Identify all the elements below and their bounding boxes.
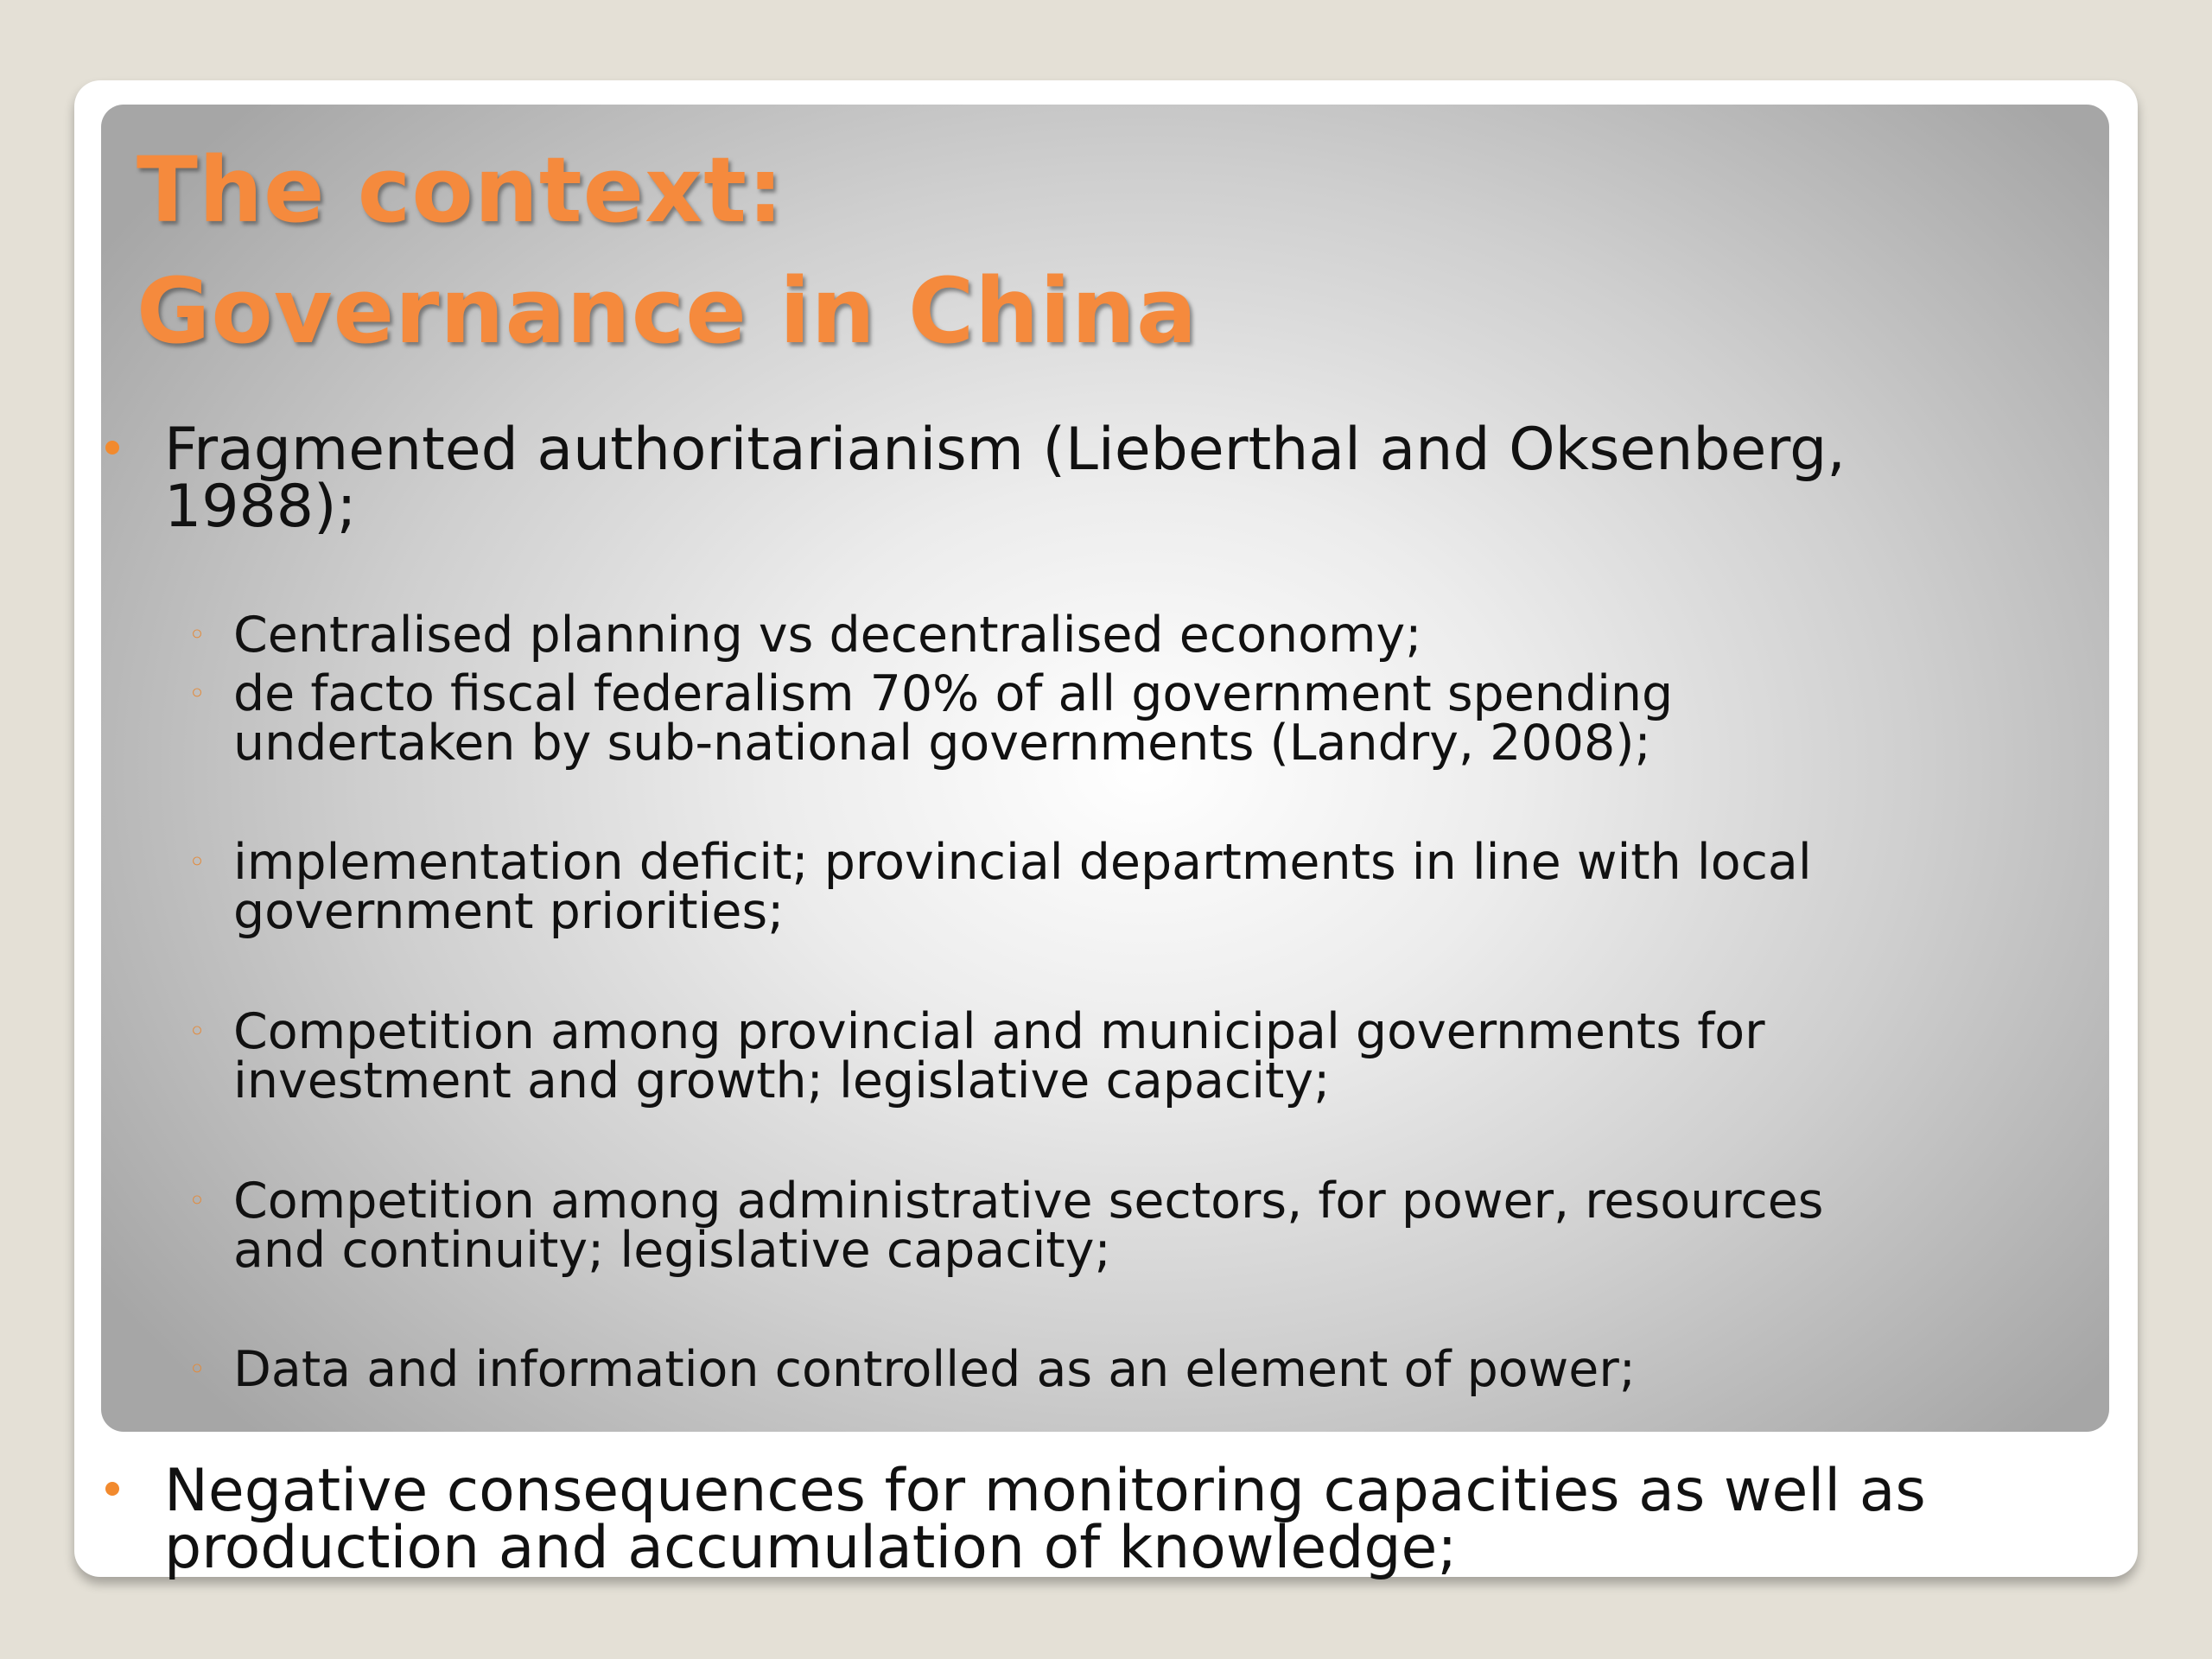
bullet-fragmented-authoritarianism — [164, 416, 1846, 541]
sub-bullet-line: and continuity; legislative capacity; — [233, 1222, 1111, 1279]
sub-bullet-implementation-deficit — [188, 834, 1961, 940]
bullet-dot-icon — [105, 1482, 119, 1496]
circle-bullet-icon: ◦ — [188, 1184, 207, 1218]
sub-bullet-line: Competition among administrative sectors, for power, resources — [233, 1173, 1824, 1230]
sub-bullet-line: government priorities; — [233, 883, 785, 940]
bullet-dot-icon — [105, 441, 119, 454]
circle-bullet-icon: ◦ — [188, 618, 207, 652]
sub-bullet-line: de facto fiscal federalism 70% of all government spending — [233, 665, 1674, 722]
circle-bullet-icon: ◦ — [188, 845, 207, 880]
bullet-line: 1988); — [164, 473, 357, 541]
circle-bullet-icon: ◦ — [188, 677, 207, 711]
bullet-negative-consequences — [164, 1457, 1926, 1582]
sub-bullet-data-information — [188, 1341, 1961, 1398]
bullet-line: Fragmented authoritarianism (Lieberthal and Oksenberg, — [164, 416, 1846, 484]
sub-bullet-competition-sectors — [188, 1173, 1961, 1279]
sub-bullet-line: investment and growth; legislative capacity; — [233, 1052, 1331, 1109]
sub-bullet-fiscal-federalism — [188, 665, 1961, 772]
sub-bullet-line: Data and information controlled as an element of power; — [233, 1341, 1636, 1398]
title-line-2: Governance in China — [137, 258, 1198, 364]
sub-bullet-competition-governments — [188, 1003, 1961, 1109]
circle-bullet-icon: ◦ — [188, 1014, 207, 1049]
sub-bullet-line: Competition among provincial and municipal governments for — [233, 1003, 1765, 1060]
sub-bullet-line: undertaken by sub-national governments (Landry, 2008); — [233, 715, 1651, 772]
sub-bullet-line: implementation deficit; provincial departments in line with local — [233, 834, 1812, 891]
slide-title — [137, 130, 1198, 372]
sub-bullet-centralised-planning — [188, 607, 1961, 664]
sub-bullet-line: Centralised planning vs decentralised economy; — [233, 607, 1422, 664]
circle-bullet-icon: ◦ — [188, 1352, 207, 1387]
bullet-line: Negative consequences for monitoring capacities as well as — [164, 1457, 1926, 1525]
bullet-line: production and accumulation of knowledge; — [164, 1514, 1458, 1582]
title-line-1: The context: — [137, 137, 785, 243]
